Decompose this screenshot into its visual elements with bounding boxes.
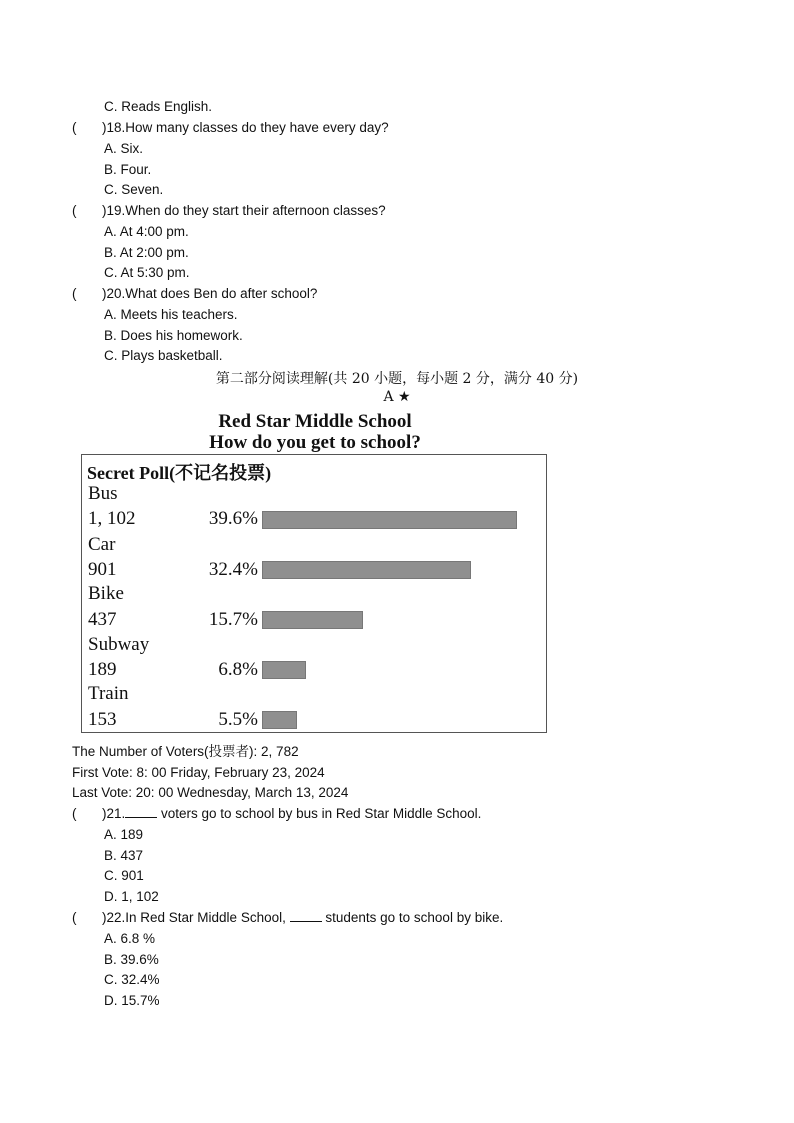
q22-option-c: C. 32.4%	[104, 972, 160, 987]
q21-prefix: )21.	[102, 806, 126, 821]
q20-option-c: C. Plays basketball.	[104, 348, 223, 363]
q20-option-b: B. Does his homework.	[104, 328, 243, 343]
percent-label: 39.6%	[208, 508, 258, 529]
answer-blank	[290, 909, 322, 922]
q22-prefix: )22.In Red Star Middle School,	[102, 910, 290, 925]
percent-label: 6.8%	[218, 659, 258, 680]
bar	[262, 661, 306, 679]
bar	[262, 511, 517, 529]
bar	[262, 561, 471, 579]
answer-bracket[interactable]: (	[72, 120, 77, 135]
q18-stem	[72, 119, 389, 137]
count-label: 437	[88, 609, 117, 630]
last-vote: Last Vote: 20: 00 Wednesday, March 13, 2024	[72, 785, 349, 800]
q17-option-c: C. Reads English.	[104, 99, 213, 114]
chart-subtitle: How do you get to school?	[209, 432, 421, 453]
voters-count: The Number of Voters(投票者): 2, 782	[72, 744, 299, 759]
count-label: 153	[88, 709, 117, 730]
first-vote: First Vote: 8: 00 Friday, February 23, 2024	[72, 765, 325, 780]
q19-text: )19.When do they start their afternoon classes?	[102, 203, 386, 218]
q22-suffix: students go to school by bike.	[321, 910, 504, 925]
q18-option-b: B. Four.	[104, 162, 152, 177]
q21-stem	[72, 805, 481, 823]
category-label: Bike	[88, 583, 124, 604]
section-title: 第二部分阅读理解(共 20 小题，每小题 2 分，满分 40 分)	[215, 371, 579, 387]
count-label: 1, 102	[88, 508, 136, 529]
q19-option-c: C. At 5:30 pm.	[104, 265, 190, 280]
q18-option-a: A. Six.	[104, 141, 144, 156]
answer-bracket[interactable]: (	[72, 286, 77, 301]
answer-bracket[interactable]: (	[72, 203, 77, 218]
poll-chart	[81, 454, 547, 733]
q18-option-c: C. Seven.	[104, 182, 164, 197]
category-label: Bus	[88, 483, 118, 504]
count-label: 189	[88, 659, 117, 680]
percent-label: 15.7%	[208, 609, 258, 630]
percent-label: 5.5%	[218, 709, 258, 730]
answer-bracket[interactable]: (	[72, 806, 77, 821]
q21-option-a: A. 189	[104, 827, 144, 842]
q19-option-b: B. At 2:00 pm.	[104, 245, 189, 260]
category-label: Car	[88, 534, 116, 555]
answer-bracket[interactable]: (	[72, 910, 77, 925]
q22-option-b: B. 39.6%	[104, 952, 159, 967]
bar	[262, 611, 363, 629]
q21-option-c: C. 901	[104, 868, 144, 883]
count-label: 901	[88, 559, 117, 580]
q20-option-a: A. Meets his teachers.	[104, 307, 238, 322]
passage-label: A ★	[383, 389, 411, 405]
q22-option-d: D. 15.7%	[104, 993, 160, 1008]
q22-option-a: A. 6.8 %	[104, 931, 156, 946]
percent-label: 32.4%	[208, 559, 258, 580]
bar	[262, 711, 297, 729]
category-label: Train	[88, 683, 129, 704]
q19-stem	[72, 202, 386, 220]
q18-text: )18.How many classes do they have every day?	[102, 120, 389, 135]
q20-text: )20.What does Ben do after school?	[102, 286, 318, 301]
poll-title: Secret Poll(不记名投票)	[87, 463, 272, 483]
q20-stem	[72, 285, 317, 303]
q21-option-d: D. 1, 102	[104, 889, 159, 904]
chart-title: Red Star Middle School	[218, 411, 412, 432]
q21-suffix: voters go to school by bus in Red Star Middle School.	[157, 806, 482, 821]
q22-stem	[72, 909, 503, 927]
q21-option-b: B. 437	[104, 848, 144, 863]
answer-blank	[125, 805, 157, 818]
q19-option-a: A. At 4:00 pm.	[104, 224, 189, 239]
category-label: Subway	[88, 634, 150, 655]
